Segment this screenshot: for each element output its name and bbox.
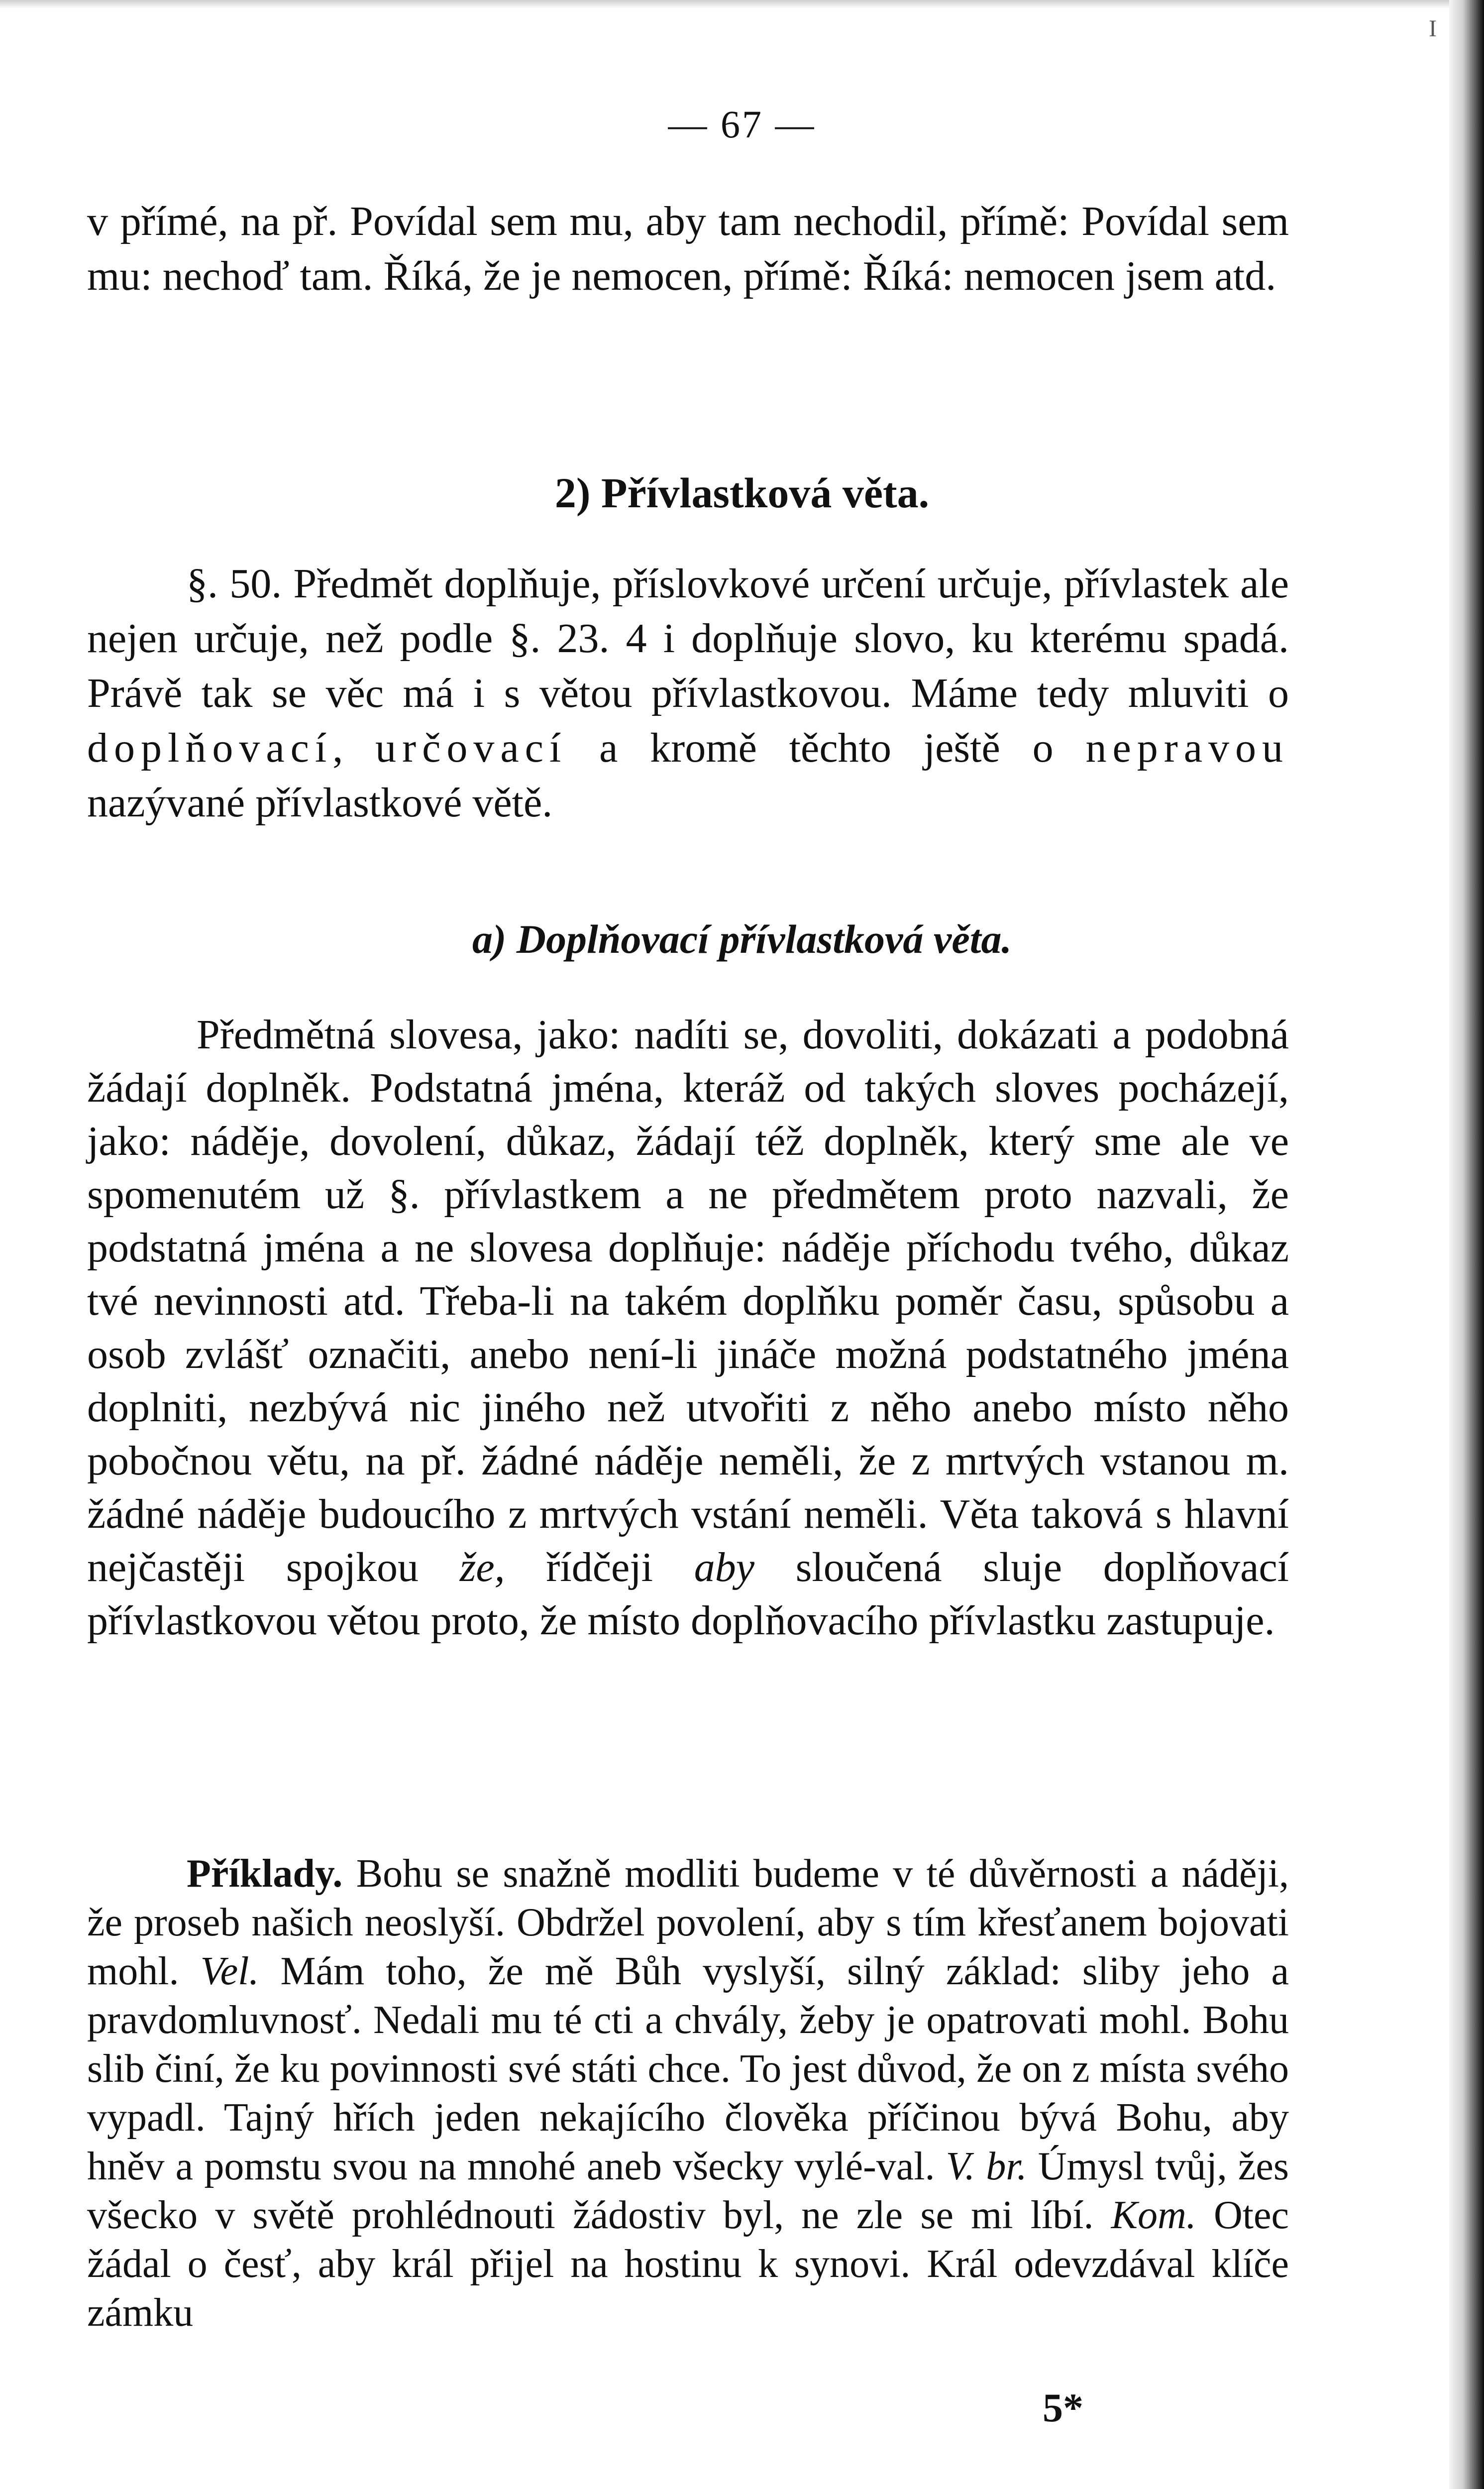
term-urcovaci: určovací — [375, 725, 567, 771]
p4-text-b: Mám toho, že mě Bůh vyslyší, silný základ: sliby jeho a pravdomluvnosť. Nedali mu té cti a chvály, žeby je opatrovati mohl. Bohu slib činí, že ku povinnosti své státi chce. To jest důvod, že on z místa svého vypadl. Tajný hřích jeden nekajícího člověka příčinou bývá Bohu, aby hněv a pomstu svou na mnohé aneb všecky vylé-val. — [87, 1949, 1289, 2188]
page-top-shadow — [0, 0, 1484, 9]
subsection-heading: a) Doplňovací přívlastková věta. — [472, 916, 1012, 962]
source-kom: Kom. — [1111, 2193, 1196, 2237]
corner-mark: I — [1429, 15, 1437, 42]
p4-text-d: Otec žádal o česť, aby král přijel na hostinu k synovi. Král odevzdával klíče zámku — [87, 2193, 1289, 2335]
term-nepravou: nepravou — [1085, 725, 1289, 771]
p3-text-c: sloučená sluje doplňovací přívlastkovou větou proto, že místo doplňovacího přívlastku zastupuje. — [87, 1544, 1289, 1644]
p4-text-a: Bohu se snažně modliti budeme v té důvěrnosti a náději, že proseb našich neoslyší. Obdržel povolení, aby s tím křesťanem bojovati mohl. — [87, 1852, 1289, 1993]
examples-label: Příklady. — [187, 1852, 343, 1896]
italic-ze: že, — [459, 1544, 505, 1590]
page-edge-shadow — [1449, 0, 1484, 2489]
signature-mark: 5* — [1043, 2385, 1083, 2430]
italic-aby: aby — [694, 1544, 754, 1590]
paragraph-2 — [87, 557, 1289, 830]
p2-text-d: nazývané přívlastkové větě. — [87, 780, 553, 826]
p4-text-c: Úmysl tvůj, žes všecko v světě prohlédnouti žádostiv byl, ne zle se mi líbí. — [87, 2145, 1289, 2237]
p3-text-a: Předmětná slovesa, jako: nadíti se, dovoliti, dokázati a podobná žádají doplněk. Podstatná jména, kteráž od takých sloves pocházejí, jako: náděje, dovolení, důkaz, žádají též doplněk, který sme ale ve spomenutém už §. přívlastkem a ne předmětem proto nazvali, že podstatná jména a ne slovesa doplňuje: náděje příchodu tvého, důkaz tvé nevinnosti atd. Třeba-li na takém doplňku poměr času, spůsobu a osob zvlášť označiti, anebo není-li jináče možná podstatného jména doplniti, nezbývá nic jiného než utvořiti z něho anebo místo něho pobočnou větu, na př. žádné náděje neměli, že z mrtvých vstanou m. žádné náděje budoucího z mrtvých vstání neměli. Věta taková s hlavní nejčastěji spojkou — [87, 1012, 1289, 1590]
page-number-header: — 67 — — [668, 103, 816, 146]
p2-text-a: §. 50. Předmět doplňuje, příslovkové určení určuje, přívlastek ale nejen určuje, než podle §. 23. 4 i doplňuje slovo, ku kterému spadá. Právě tak se věc má i s větou přívlastkovou. Máme tedy mluviti o — [87, 561, 1289, 716]
p2-text-b: , — [332, 725, 376, 771]
term-doplnovaci: doplňovací — [87, 725, 333, 771]
p2-text-c: a kromě těchto ještě o — [567, 725, 1086, 771]
p3-text-b: řídčeji — [505, 1544, 694, 1590]
section-heading: 2) Přívlastková věta. — [554, 469, 930, 517]
source-vbr: V. br. — [946, 2145, 1027, 2188]
source-vel: Vel. — [200, 1949, 259, 1993]
paragraph-1: v přímé, na př. Povídal sem mu, aby tam nechodil, přímě: Povídal sem mu: nechoď tam. Říká, že je nemocen, přímě: Říká: nemocen jsem atd. — [87, 198, 1289, 299]
paragraph-3 — [87, 1008, 1289, 1647]
paragraph-examples — [87, 1849, 1289, 2337]
